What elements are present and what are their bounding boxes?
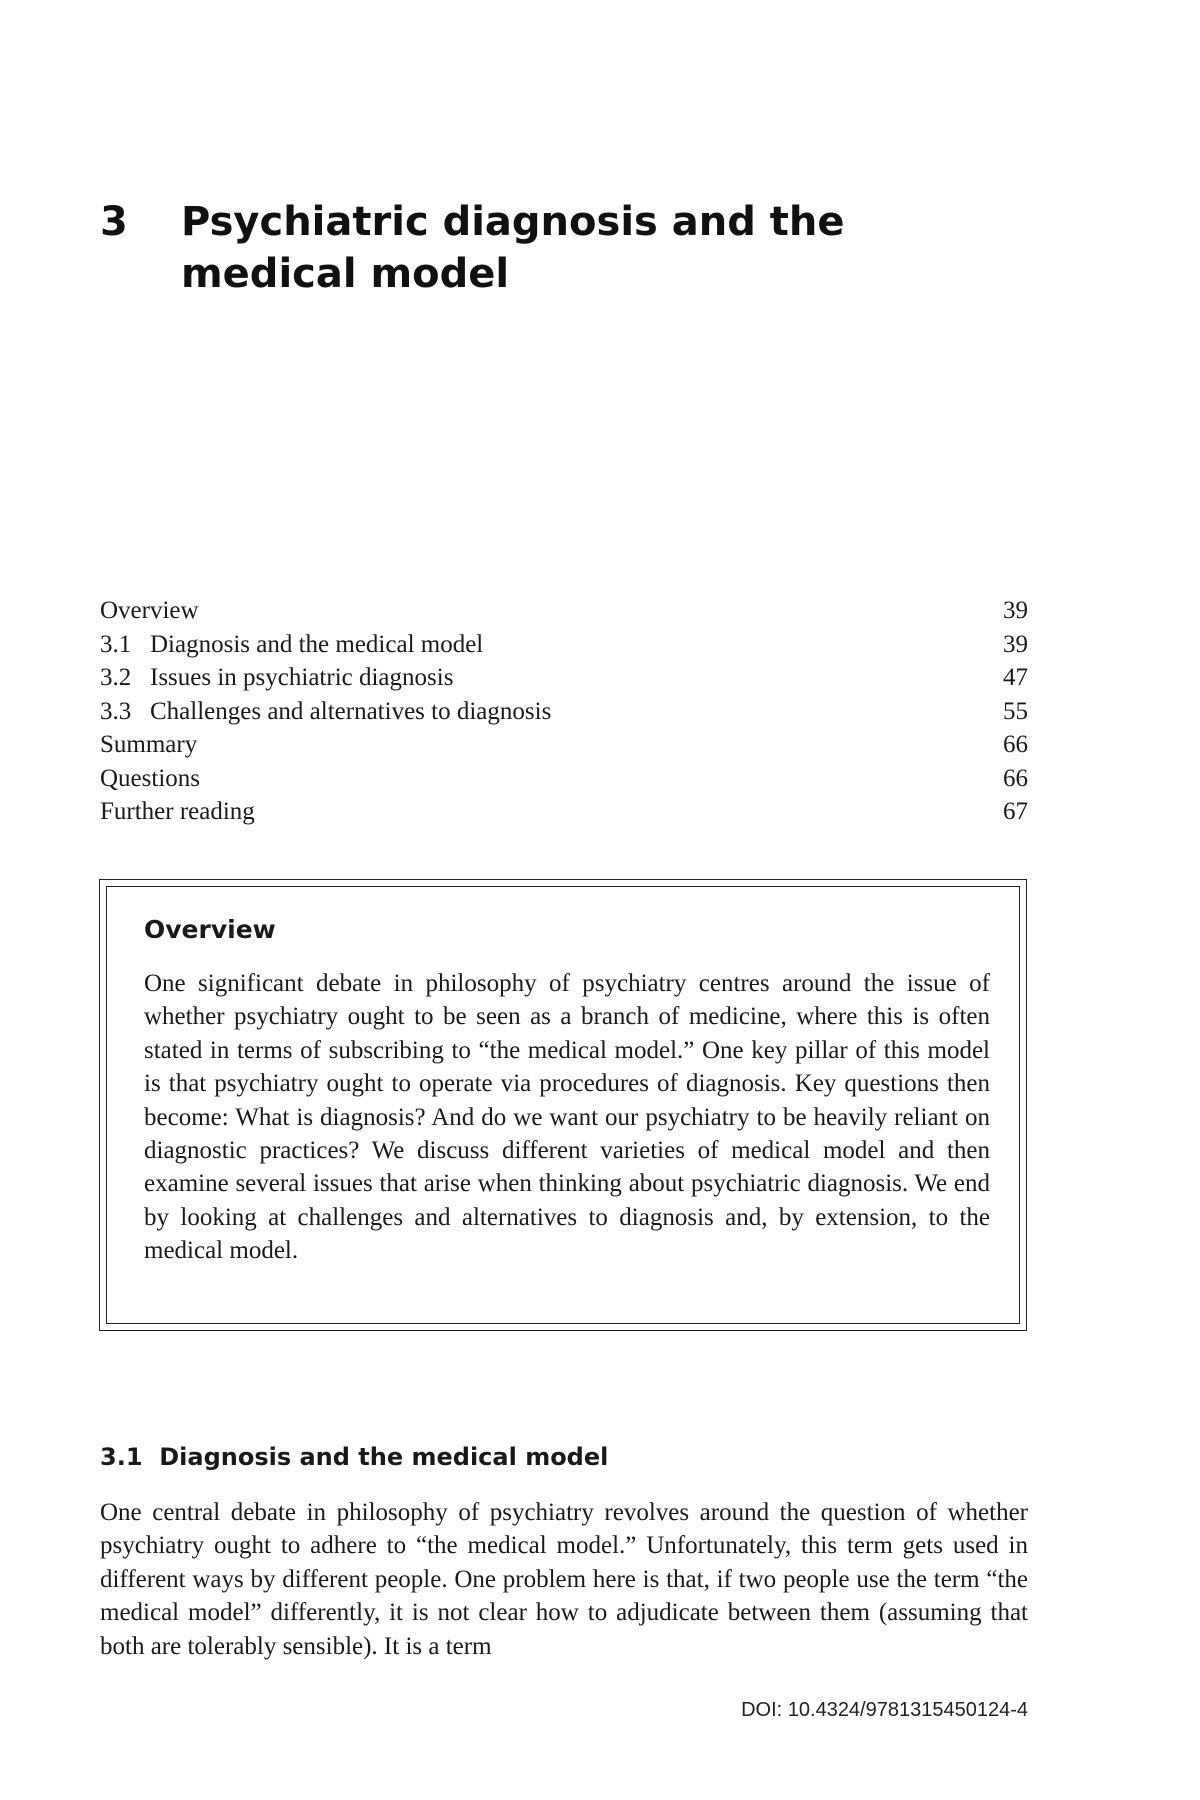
section-number: 3.1 [100,1443,143,1471]
toc-entry[interactable] [100,594,1028,628]
toc-entry[interactable] [100,661,1028,695]
toc-entry-label: Summary [100,731,198,758]
section-heading [100,1442,608,1472]
toc-entry-label: Challenges and alternatives to diagnosis [150,697,552,725]
toc-entry-title [100,661,453,695]
toc-entry-title [100,594,199,628]
chapter-title: Psychiatric diagnosis and the medical model [181,199,845,297]
toc-entry-title [100,628,483,662]
toc-entry[interactable] [100,628,1028,662]
toc-entry-page: 39 [1003,630,1028,658]
toc-entry-page: 66 [1003,764,1028,792]
toc-entry-page: 66 [1003,731,1028,758]
overview-body: One significant debate in philosophy of psychiatry centres around the issue of whether psychiatry ought to be seen as a branch of medicine, where this is often stated in terms of subscribing to “the medical model.” One key pillar of this model is that psychiatry ought to operate via procedures of diagnosis. Key questions then become: What is diagnosis? And do we want our psychiatry to be heavily reliant on diagnostic practices? We discuss different varieties of medical model and then examine several issues that arise when thinking about psychiatric diagnosis. We end by looking at challenges and alternatives to diagnosis and, by extension, to the medical model. [144,970,990,1265]
toc-entry-label: Questions [100,764,200,792]
toc-entry-page: 39 [1003,597,1028,624]
toc-entry-page: 67 [1003,798,1028,825]
toc-entry-title [100,728,197,762]
toc-entry[interactable] [100,695,1028,729]
toc-entry-number: 3.2 [100,664,132,691]
toc-entry-label: Further reading [100,798,255,825]
toc-entry-number: 3.3 [100,697,132,725]
toc-entry[interactable] [100,728,1028,762]
chapter-number: 3 [100,199,128,245]
doi-footer: DOI: 10.4324/9781315450124-4 [741,1699,1028,1721]
toc-entry-title [100,695,551,729]
table-of-contents [100,594,1028,829]
overview-box [99,879,1027,1331]
toc-entry[interactable] [100,762,1028,796]
toc-entry-title [100,795,255,829]
section-body: One central debate in philosophy of psychiatry revolves around the question of whether psychiatry ought to adhere to “the medical model.” Unfortunately, this term gets used in different ways by different people. One problem here is that, if two people use the term “the medical model” differently, it is not clear how to adjudicate between them (assuming that both are tolerably sensible). It is a term [100,1499,1028,1660]
toc-entry-label: Issues in psychiatric diagnosis [150,664,454,691]
toc-entry-page: 47 [1003,664,1028,691]
toc-entry[interactable] [100,795,1028,829]
overview-title: Overview [144,915,276,944]
toc-entry-label: Overview [100,597,199,624]
toc-entry-label: Diagnosis and the medical model [150,630,484,658]
section-title: Diagnosis and the medical model [159,1443,609,1471]
toc-entry-title [100,762,200,796]
toc-entry-page: 55 [1003,697,1028,725]
toc-entry-number: 3.1 [100,630,132,658]
overview-box-inner-border [106,886,1020,1324]
